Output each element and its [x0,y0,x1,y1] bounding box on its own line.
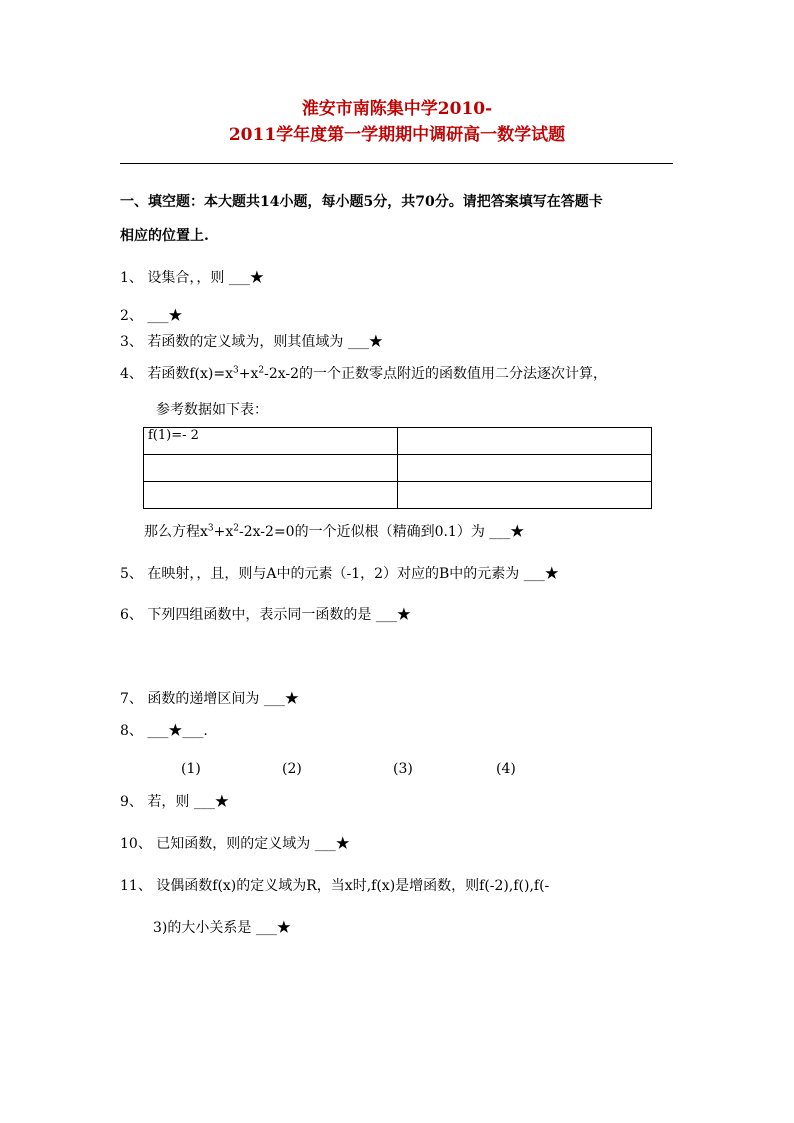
section-heading-line2: 相应的位置上. [120,228,209,244]
question-11-line1: 11、 设偶函数f(x)的定义域为R，当x时,f(x)是增函数，则f(-2),f(),f(- [120,878,550,894]
table-cell [398,428,652,455]
question-9 [120,792,229,812]
question-2 [120,306,182,326]
option-label-1: (1) [181,761,201,777]
exponent: 3 [207,523,214,534]
option-label-4: (4) [496,761,516,777]
answer-blank: ___★ [375,607,411,623]
question-1 [120,268,264,288]
answer-blank: ___★ [314,836,350,852]
question-text: 3、 若函数的定义域为，则其值域为 [120,334,344,350]
exponent: 2 [258,365,265,376]
document-title-line2: 2011学年度第一学期期中调研高一数学试题 [228,125,566,145]
table-cell [144,482,398,509]
answer-blank: ___★___. [147,723,208,739]
reference-table [143,427,652,509]
reference-data-label: 参考数据如下表： [156,402,268,418]
exponent: 2 [233,523,240,534]
table-cell [144,455,398,482]
table-cell [398,455,652,482]
question-text: -2x-2的一个正数零点附近的函数值用二分法逐次计算， [264,366,608,382]
question-text: 9、 若，则 [120,794,190,810]
title-divider [120,163,673,164]
question-text: 那么方程x [144,524,208,540]
question-text: 6、 下列四组函数中，表示同一函数的是 [120,607,372,623]
answer-blank: ___★ [228,270,264,286]
question-text: -2x-2=0的一个近似根（精确到0.1）为 [239,524,485,540]
question-text: 1、 设集合，，则 [120,270,225,286]
question-6 [120,605,411,625]
question-4 [120,364,607,384]
question-5 [120,564,559,584]
answer-blank: ___★ [523,566,559,582]
answer-blank: ___★ [263,691,299,707]
question-text: +x [238,366,259,382]
section-heading-line1: 一、填空题：本大题共14小题，每小题5分，共70分。请把答案填写在答题卡 [120,194,603,210]
option-label-2: (2) [282,761,302,777]
question-text: 10、 已知函数，则的定义域为 [120,836,311,852]
option-label-3: (3) [393,761,413,777]
answer-blank: ___★ [147,308,183,324]
exponent: 3 [232,365,239,376]
table-cell: f(1)=- 2 [144,428,398,455]
question-8 [120,721,208,741]
table-row [144,455,652,482]
table-row [144,428,652,455]
table-row [144,482,652,509]
question-text: 3)的大小关系是 [153,920,252,936]
answer-blank: ___★ [489,524,525,540]
answer-blank: ___★ [193,794,229,810]
question-text: 4、 若函数f(x)=x [120,366,233,382]
question-7 [120,689,299,709]
question-text: +x [213,524,234,540]
answer-blank: ___★ [255,920,291,936]
table-cell [398,482,652,509]
question-text: 5、 在映射，，且，则与A中的元素（-1，2）对应的B中的元素为 [120,566,520,582]
question-10 [120,834,350,854]
question-text: 7、 函数的递增区间为 [120,691,260,707]
question-text: 2、 [120,308,143,324]
question-4-followup [144,522,524,542]
question-11-line2 [153,918,291,938]
document-title-line1: 淮安市南陈集中学2010- [301,99,493,119]
question-3 [120,332,383,352]
answer-blank: ___★ [347,334,383,350]
question-text: 8、 [120,723,143,739]
